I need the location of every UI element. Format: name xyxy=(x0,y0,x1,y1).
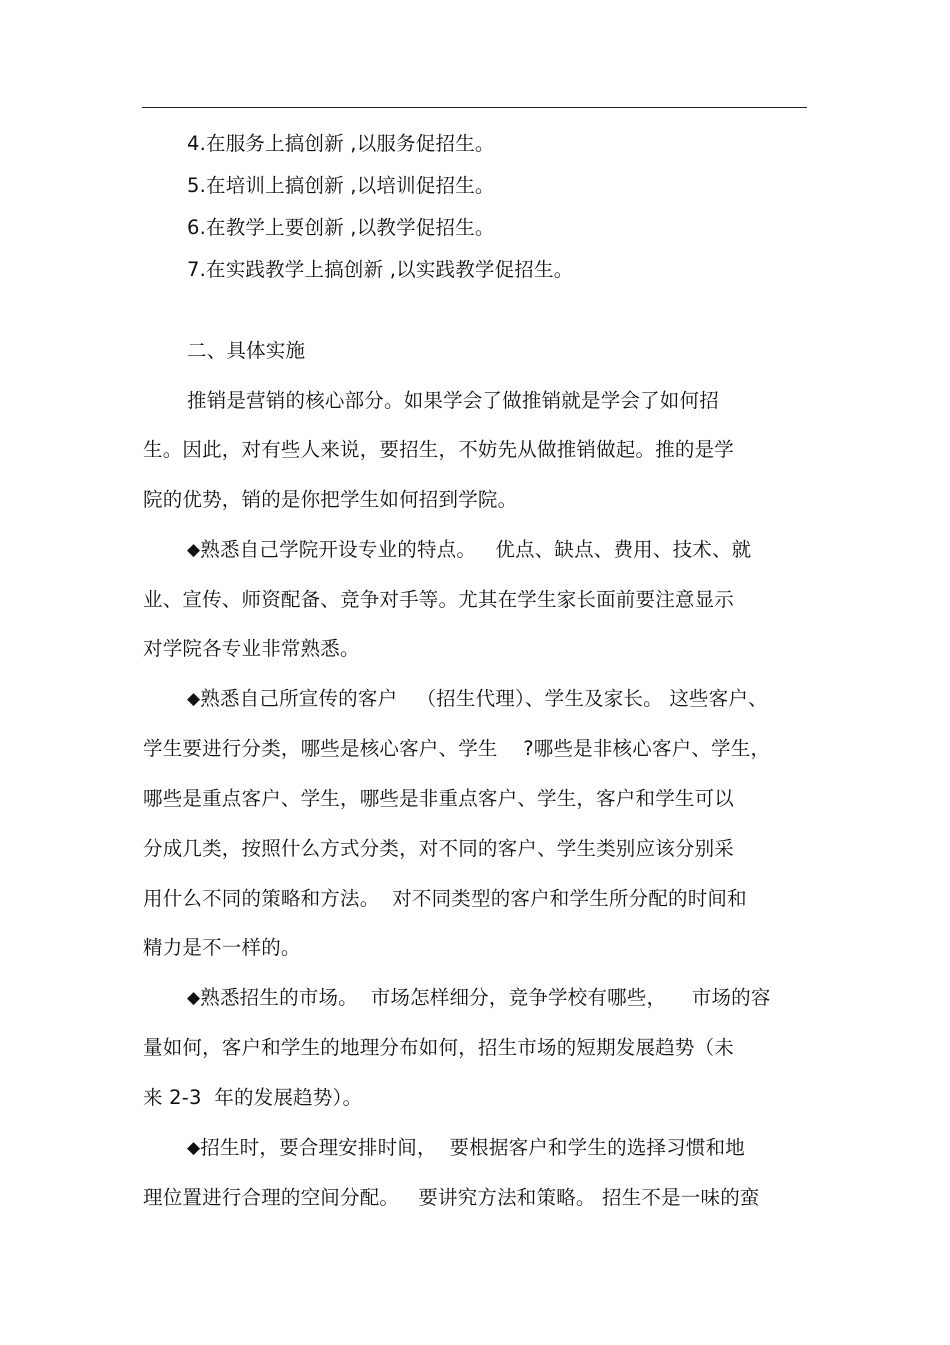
list-item-7: 7.在实践教学上搞创新 ,以实践教学促招生。 xyxy=(187,258,574,281)
diamond-bullet-icon: ◆ xyxy=(187,988,201,1008)
paragraph-3-line-2: 学生要进行分类，哪些是核心客户、学生 ?哪些是非核心客户、学生， xyxy=(143,737,771,760)
header-rule xyxy=(142,107,807,108)
paragraph-4-line-3: 来 2-3 年的发展趋势）。 xyxy=(143,1086,363,1109)
paragraph-3-line-6: 精力是不一样的。 xyxy=(143,936,301,959)
list-item-6: 6.在教学上要创新 ,以教学促招生。 xyxy=(187,216,495,239)
section-heading: 二、具体实施 xyxy=(187,339,306,362)
diamond-bullet-icon: ◆ xyxy=(187,1138,201,1158)
paragraph-5-line-1 xyxy=(187,1135,745,1162)
list-item-4: 4.在服务上搞创新 ,以服务促招生。 xyxy=(187,132,495,155)
paragraph-3-line-1 xyxy=(187,686,768,713)
paragraph-1-line-1: 推销是营销的核心部分。如果学会了做推销就是学会了如何招 xyxy=(187,389,719,412)
diamond-bullet-icon: ◆ xyxy=(187,689,201,709)
paragraph-2-text-1: 熟悉自己学院开设专业的特点。 优点、缺点、费用、技术、就 xyxy=(200,538,752,561)
paragraph-4-text-1: 熟悉招生的市场。 市场怎样细分，竞争学校有哪些， 市场的容 xyxy=(200,986,771,1009)
paragraph-3-line-3: 哪些是重点客户、学生，哪些是非重点客户、学生，客户和学生可以 xyxy=(143,787,735,810)
list-item-5: 5.在培训上搞创新 ,以培训促招生。 xyxy=(187,174,495,197)
diamond-bullet-icon: ◆ xyxy=(187,540,201,560)
paragraph-4-line-2: 量如何，客户和学生的地理分布如何，招生市场的短期发展趋势（未 xyxy=(143,1036,735,1059)
paragraph-2-line-3: 对学院各专业非常熟悉。 xyxy=(143,637,360,660)
paragraph-5-line-2: 理位置进行合理的空间分配。 要讲究方法和策略。 招生不是一味的蛮 xyxy=(143,1186,760,1209)
paragraph-3-line-4: 分成几类，按照什么方式分类，对不同的客户、学生类别应该分别采 xyxy=(143,837,735,860)
paragraph-5-text-1: 招生时，要合理安排时间， 要根据客户和学生的选择习惯和地 xyxy=(200,1136,745,1159)
paragraph-4-line-1 xyxy=(187,985,771,1012)
paragraph-1-line-3: 院的优势，销的是你把学生如何招到学院。 xyxy=(143,488,518,511)
paragraph-3-line-5: 用什么不同的策略和方法。 对不同类型的客户和学生所分配的时间和 xyxy=(143,887,747,910)
paragraph-1-line-2: 生。因此，对有些人来说，要招生，不妨先从做推销做起。推的是学 xyxy=(143,438,735,461)
paragraph-3-text-1: 熟悉自己所宣传的客户 （招生代理）、学生及家长。 这些客户、 xyxy=(200,687,768,710)
paragraph-2-line-2: 业、宣传、师资配备、竞争对手等。尤其在学生家长面前要注意显示 xyxy=(143,588,735,611)
paragraph-2-line-1 xyxy=(187,537,751,564)
